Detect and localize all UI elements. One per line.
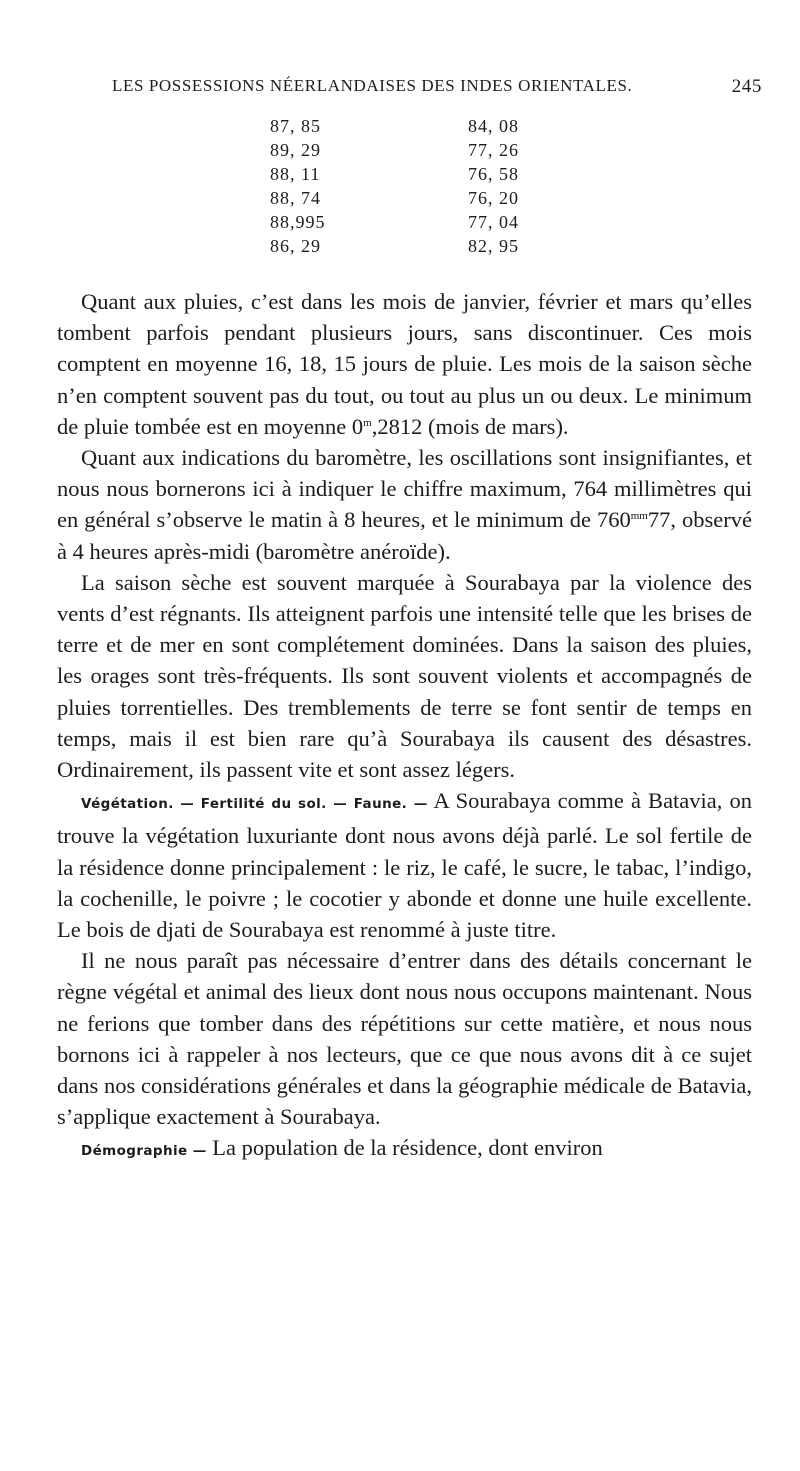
paragraph-text: ,2812 (mois de mars). [371, 413, 569, 439]
paragraph-demography [57, 1132, 752, 1167]
table-cell: 82, 95 [468, 236, 519, 256]
body-text [57, 286, 752, 1168]
page-header [112, 76, 762, 100]
table-cell: 77, 04 [468, 212, 519, 232]
table-row [0, 116, 800, 140]
running-title: LES POSSESSIONS NÉERLANDAISES DES INDES ORIENTALES. [112, 76, 633, 95]
table-row [0, 188, 800, 212]
table-row [0, 212, 800, 236]
table-cell: 84, 08 [468, 116, 519, 136]
table-cell: 88, 11 [270, 164, 321, 184]
paragraph-barometer [57, 442, 752, 567]
paragraph-fauna: Il ne nous paraît pas nécessaire d’entrer dans des détails concernant le règne végétal et animal des lieux dont nous nous occupons maintenant. Nous ne ferions que tomber dans des répétitions sur cette matière, et nous nous bornons ici à rappeler à nos lecteurs, que ce que nous avons dit à ce sujet dans nos considérations générales et dans la géographie médicale de Batavia, s’applique exactement à Sourabaya. [57, 948, 752, 1130]
table-cell: 77, 26 [468, 140, 519, 160]
unit-superscript: mm [630, 510, 648, 523]
paragraph-text: Quant aux indications du baromètre, les oscillations sont insignifiantes, et nous nous bornerons ici à indiquer le chiffre maximum, 764 millimètres qui en général s’observe le matin à 8 heures, et le minimum de 760 [57, 445, 752, 533]
table-cell: 86, 29 [270, 236, 321, 256]
paragraph-vegetation [57, 785, 752, 945]
paragraph-text: La population de la résidence, dont environ [212, 1135, 603, 1161]
paragraph-rain [57, 286, 752, 442]
table-row [0, 164, 800, 188]
table-cell: 89, 29 [270, 140, 321, 160]
table-row [0, 140, 800, 164]
page-number: 245 [731, 76, 762, 97]
paragraph-text: 77, observé à 4 heures après-midi (baromètre anéroïde). [57, 507, 752, 564]
paragraph-text: Quant aux pluies, c’est dans les mois de janvier, février et mars qu’elles tombent parfois pendant plusieurs jours, sans discontinuer. Ces mois comptent en moyenne 16, 18, 15 jours de pluie. Les mois de la saison sèche n’en comptent souvent pas du tout, ou tout au plus un ou deux. Le minimum de pluie tombée est en moyenne 0 [57, 289, 752, 439]
paragraph-winds: La saison sèche est souvent marquée à Sourabaya par la violence des vents d’est régnants. Ils atteignent parfois une intensité telle que les brises de terre et de mer en sont complétement dominées. Dans la saison des pluies, les orages sont très-fréquents. Ils sont souvent violents et accompagnés de pluies torrentielles. Des tremblements de terre se font sentir de temps en temps, mais il est bien rare qu’à Sourabaya ils causent des désastres. Ordinairement, ils passent vite et sont assez légers. [57, 569, 752, 783]
table-cell: 76, 20 [468, 188, 519, 208]
table-cell: 87, 85 [270, 116, 321, 136]
unit-superscript: m [363, 416, 372, 429]
table-cell: 76, 58 [468, 164, 519, 184]
table-cell: 88,995 [270, 212, 326, 232]
table-cell: 88, 74 [270, 188, 321, 208]
section-rubric: Végétation. — Fertilité du sol. — Faune. — [81, 796, 428, 813]
section-rubric: Démographie — [81, 1143, 207, 1160]
paragraph-text: A Sourabaya comme à Batavia, on trouve la végétation luxuriante dont nous avons déjà parlé. Le sol fertile de la résidence donne principalement : le riz, le café, le sucre, le tabac, l’indigo, la cochenille, le poivre ; le cocotier y abonde et donne une huile excellente. Le bois de djati de Sourabaya est renommé à juste titre. [57, 788, 752, 943]
table-row [0, 236, 800, 260]
